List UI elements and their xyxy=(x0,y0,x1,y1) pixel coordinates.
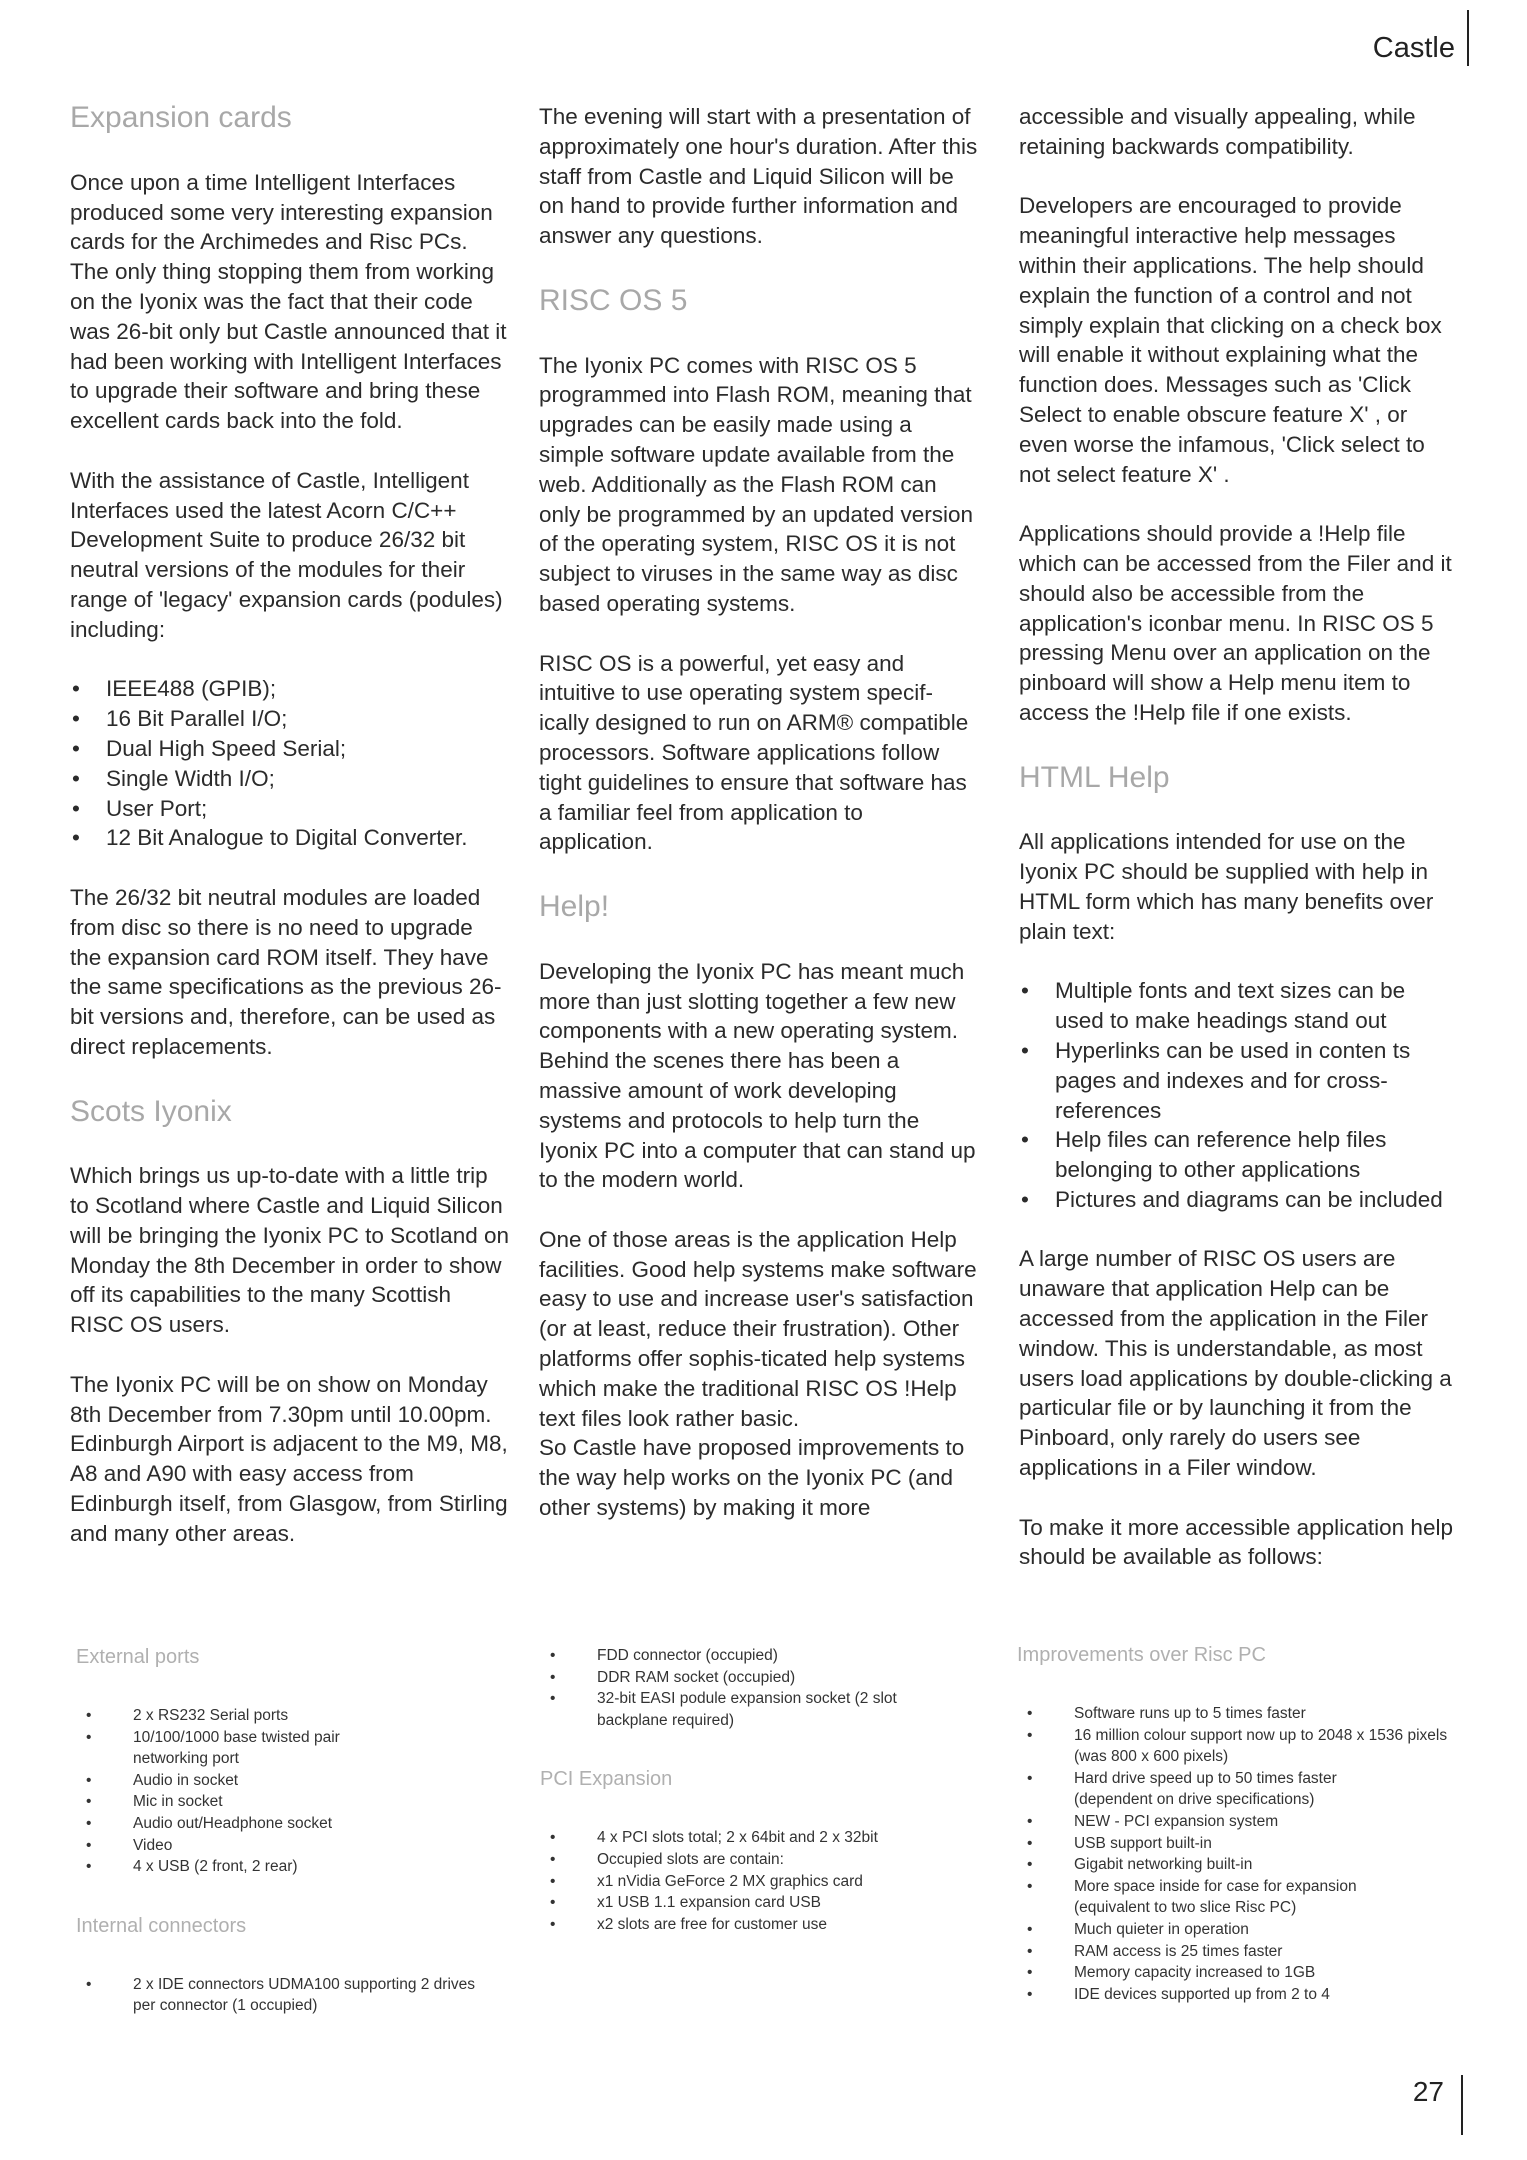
paragraph: Developers are encouraged to provide meaningful interactive help messages within their applications. The help should explain the function of a control and not simply explain that clicking on a check box will enable it without explaining what the function does. Messages such as 'Click Select to enable obscure feature X' , or even worse the infamous, 'Click select to not select feature X' . xyxy=(1019,193,1442,487)
heading-html-help: HTML Help xyxy=(1019,760,1170,794)
spec-item: • RAM access is 25 times faster xyxy=(1017,1941,1467,1963)
spec-heading-internal-connectors: Internal connectors xyxy=(76,1914,247,1937)
paragraph: Applications should provide a !Help file which can be accessed from the Filer and it should also be accessible from the application's iconbar menu. In RISC OS 5 pressing Menu over an application on the pinboard will show a Help menu item to access the !Help file if one exists. xyxy=(1019,521,1452,725)
paragraph: Which brings us up-to-date with a little trip to Scotland where Castle and Liquid Silicon will be bringing the Iyonix PC to Scotland on Monday the 8th December in order to show off its capabilities to the many Scottish RISC OS users. xyxy=(70,1163,510,1338)
spec-item: • 2 x RS232 Serial ports xyxy=(76,1705,516,1727)
footer-divider xyxy=(1461,2075,1463,2135)
heading-help: Help! xyxy=(539,889,610,923)
column-3 xyxy=(1019,102,1459,1602)
spec-item: • 32-bit EASI podule expansion socket (2 slot backplane required) xyxy=(540,1688,970,1731)
heading-scots-iyonix: Scots Iyonix xyxy=(70,1094,232,1128)
spec-item: • Video xyxy=(76,1835,516,1857)
list-item: • Hyperlinks can be used in conten ts pages and indexes and for cross-references xyxy=(1019,1036,1459,1125)
paragraph: One of those areas is the application Help facilities. Good help systems make software easy to use and increase user's satisfaction (or at least, reduce their frustration). Other platforms offer sophis-ticated help systems which make the traditional RISC OS !Help text files look rather basic. xyxy=(539,1226,977,1431)
paragraph: RISC OS is a powerful, yet easy and intuitive to use operating system specif-ically designed to run on ARM® compatible processors. Software applications follow tight guidelines to ensure that software has a familiar feel from application to application. xyxy=(539,650,969,855)
paragraph: With the assistance of Castle, Intelligent Interfaces used the latest Acorn C/C++ Development Suite to produce 26/32 bit neutral versions of the modules for their range of 'legacy' expansion cards (podules) including: xyxy=(70,467,503,642)
spec-item: • Memory capacity increased to 1GB xyxy=(1017,1962,1467,1984)
list-item: • Single Width I/O; xyxy=(70,764,510,794)
column-2 xyxy=(539,102,979,1553)
spec-item: • FDD connector (occupied) xyxy=(540,1645,970,1667)
spec-item: • x1 USB 1.1 expansion card USB xyxy=(540,1892,970,1914)
spec-item: • Software runs up to 5 times faster xyxy=(1017,1703,1467,1725)
list-item: • Dual High Speed Serial; xyxy=(70,734,510,764)
paragraph: accessible and visually appealing, while retaining backwards compatibility. xyxy=(1019,104,1416,159)
pci-expansion-list xyxy=(540,1827,970,1935)
external-ports-list xyxy=(76,1705,516,1878)
spec-item: • Audio in socket xyxy=(76,1770,516,1792)
html-benefits-list xyxy=(1019,976,1459,1214)
spec-item: • 4 x PCI slots total; 2 x 64bit and 2 x 32bit xyxy=(540,1827,970,1849)
paragraph: The Iyonix PC comes with RISC OS 5 programmed into Flash ROM, meaning that upgrades can be easily made using a simple software update available from the web. Additionally as the Flash ROM can only be programmed by an updated version of the operating system, RISC OS it is not subject to viruses in the same way as disc based operating systems. xyxy=(539,352,974,616)
internal-connectors-list xyxy=(76,1974,516,2017)
spec-item: • USB support built-in xyxy=(1017,1833,1467,1855)
spec-box-expansion xyxy=(540,1645,970,1971)
paragraph: To make it more accessible application help should be available as follows: xyxy=(1019,1514,1453,1570)
magazine-section-title: Castle xyxy=(1372,32,1455,64)
spec-box-ports xyxy=(76,1645,516,2053)
list-item: • Help files can reference help files belonging to other applications xyxy=(1019,1125,1459,1185)
improvements-list xyxy=(1017,1703,1467,2005)
paragraph: Once upon a time Intelligent Interfaces produced some very interesting expansion cards for the Archimedes and Risc PCs. The only thing stopping them from working on the Iyonix was the fact that their code was 26-bit only but Castle announced that it had been working with Intelligent Interfaces to upgrade their software and bring these excellent cards back into the fold. xyxy=(70,169,507,434)
paragraph: All applications intended for use on the Iyonix PC should be supplied with help in HTML form which has many benefits over plain text: xyxy=(1019,829,1434,944)
spec-heading-improvements: Improvements over Risc PC xyxy=(1017,1644,1266,1666)
spec-item: • NEW - PCI expansion system xyxy=(1017,1811,1467,1833)
spec-item: • Mic in socket xyxy=(76,1791,516,1813)
podule-list xyxy=(70,674,510,853)
spec-item: • More space inside for case for expansion (equivalent to two slice Risc PC) xyxy=(1017,1876,1467,1919)
spec-item: • DDR RAM socket (occupied) xyxy=(540,1667,970,1689)
paragraph: The 26/32 bit neutral modules are loaded from disc so there is no need to upgrade the expansion card ROM itself. They have the same specifications as the previous 26-bit versions and, therefore, can be used as direct replacements. xyxy=(70,884,502,1059)
paragraph: Developing the Iyonix PC has meant much more than just slotting together a few new components with a new operating system. Behind the scenes there has been a massive amount of work developing systems and protocols to help turn the Iyonix PC into a computer that can stand up to the modern world. xyxy=(539,958,976,1193)
spec-heading-pci-expansion: PCI Expansion xyxy=(540,1768,673,1791)
spec-item: • Occupied slots are contain: xyxy=(540,1849,970,1871)
paragraph: The Iyonix PC will be on show on Monday 8th December from 7.30pm until 10.00pm. Edinburgh Airport is adjacent to the M9, M8, A8 and A90 with easy access from Edinburgh itself, from Glasgow, from Stirling and many other areas. xyxy=(70,1371,508,1546)
internal-connectors-continued-list xyxy=(540,1645,970,1731)
spec-item: • Hard drive speed up to 50 times faster (dependent on drive specifications) xyxy=(1017,1768,1467,1811)
spec-heading-external-ports: External ports xyxy=(76,1646,200,1668)
spec-item: • x1 nVidia GeForce 2 MX graphics card xyxy=(540,1871,970,1893)
list-item: • 16 Bit Parallel I/O; xyxy=(70,704,510,734)
list-item: • IEEE488 (GPIB); xyxy=(70,674,510,704)
list-item: • Multiple fonts and text sizes can be used to make headings stand out xyxy=(1019,976,1459,1036)
list-item: • 12 Bit Analogue to Digital Converter. xyxy=(70,823,510,853)
list-item: • Pictures and diagrams can be included xyxy=(1019,1185,1459,1215)
header-divider xyxy=(1467,10,1469,66)
spec-item: • Gigabit networking built-in xyxy=(1017,1854,1467,1876)
column-1 xyxy=(70,102,510,1578)
paragraph: A large number of RISC OS users are unaware that application Help can be accessed from the application in the Filer window. This is understandable, as most users load applications by double-clicking a particular file or by launching it from the Pinboard, only rarely do users see applications in a Filer window. xyxy=(1019,1246,1452,1481)
paragraph: The evening will start with a presentation of approximately one hour's duration. After this staff from Castle and Liquid Silicon will be on hand to provide further information and answer any questions. xyxy=(539,104,978,249)
spec-item: • Audio out/Headphone socket xyxy=(76,1813,516,1835)
spec-item: • 4 x USB (2 front, 2 rear) xyxy=(76,1856,516,1878)
paragraph: So Castle have proposed improvements to the way help works on the Iyonix PC (and other systems) by making it more xyxy=(539,1435,965,1521)
spec-box-improvements xyxy=(1017,1643,1467,2041)
page-number: 27 xyxy=(1412,2076,1444,2107)
spec-item: • Much quieter in operation xyxy=(1017,1919,1467,1941)
spec-item: • x2 slots are free for customer use xyxy=(540,1914,970,1936)
heading-risc-os-5: RISC OS 5 xyxy=(539,283,688,317)
list-item: • User Port; xyxy=(70,794,510,824)
spec-item: • 16 million colour support now up to 2048 x 1536 pixels (was 800 x 600 pixels) xyxy=(1017,1725,1467,1768)
spec-item: • 10/100/1000 base twisted pair networking port xyxy=(76,1727,516,1770)
spec-item: • 2 x IDE connectors UDMA100 supporting 2 drives per connector (1 occupied) xyxy=(76,1974,516,2017)
spec-item: • IDE devices supported up from 2 to 4 xyxy=(1017,1984,1467,2006)
heading-expansion-cards: Expansion cards xyxy=(70,101,292,134)
